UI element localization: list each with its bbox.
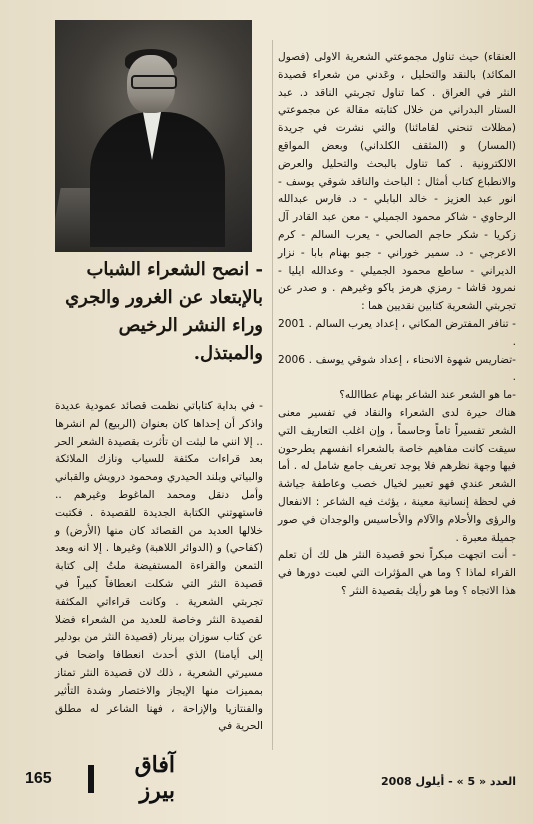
question-1: -ما هو الشعر عند الشاعر بهنام عطاالله؟ [339,389,516,402]
right-paragraph-3: -تضاريس شهوة الانحناء ، إعداد شوقي يوسف . 2006 . [278,353,516,384]
pull-quote: - انصح الشعراء الشباب بالإبتعاد عن الغرور والجري وراء النشر الرخيص والمبتذل. [65,259,263,364]
left-text-column [55,398,263,736]
photo-person-body [90,112,225,247]
right-paragraph-1: العنقاء) حيث تناول مجموعتي الشعرية الاولى (فصول المكائد) بالنقد والتحليل ، وعَدني من شعراء قصيدة النثر في العراق . كما تناول تجربتي الناقد د. عبد الستار البدراني من خلال كتابته مقالة عن مجموعتي (مظلات تنحني لقامائنا) والتي نشرت في جريدة (المسار) و (المثقف الكلداني) وبعض المواقع الالكترونية . كما تناول بالبحث والتحليل والعرض والانطباع كتاب أمثال : الباحث والناقد شوقي يوسف - انور عبد العزيز - خالد البابلي - د. فارس عبدالله الرحاوي - شاكر محمود الجميلي - معن عبد القادر آل زكريا - شكر حاجم الصالحي - يعرب السالم - كرم الاعرجي - د. سمير خوراني - جبو بهنام بابا - نزار الديراني - ساطع محمود الجميلي - وعدالله ايليا - نمرود قاشا - رمزي هرمز ياكو وغيرهم . و صدر عن تجربتي الشعرية كتابين نقديين هما : [278,51,516,313]
photo-person-glasses [131,75,177,89]
right-paragraph-2: - تنافر المفترض المكاني ، إعداد يعرب السالم . 2001 . [278,317,516,348]
right-text-column [278,49,516,601]
answer-1: هناك حيرة لدى الشعراء والنقاد في تفسير معنى الشعر تفسيراً تاماً وحاسماً ، وإن اغلب التعاريف التي سيقت كانت مفاهيم خاصة بالشعراء انفسهم يطرحون فيها وجهة نظرهم فلا يوجد تعريف جامع شامل له . أما الشعر عندي فهو تعبير لخيال خصب وعاطفة جياشة في لحظة إنسانية معينة ، يؤثث فيه الشاعر : الانفعال والرؤى والأحلام والآلام والأحاسيس والوجدان في صور جميلة معبرة . [278,406,516,544]
column-divider [272,40,273,750]
answer-2: - في بداية كتاباتي نظمت قصائد عمودية عديدة واذكر أن إحداها كان بعنوان (الربيع) لم انشرها .. إلا انني ما لبثت ان تأثرت بقصيدة الشعر الحر بعد قراءات مكثفة للسياب ونازك الملائكة والبياتي وبلند الحيدري ومحمود درويش والقباني وأمل دنقل ومحمد الماغوط وغيرهم .. فاستهوتني الكتابة الجديدة للقصيدة . فكتبت خلالها العديد من القصائد كان منها (الأرض) و (كفاحي) و (الدوائر اللاهبة) وغيرها . إلا انه وبعد التمعن والقراءة المستفيضة ملتُ إلى كتابة قصيدة النثر التي شكلت انعطافاً كبيراً في تجربتي الشعرية . وكانت قراءاتي المكثفة لقصيدة النثر وخاصة للعديد من الشعراء فضلا عن كتاب سوزان بيرنار (قصيدة النثر من بودلير إلى أيامنا) الذي أحدث انعطافا واضحا في مسيرتي الشعرية ، ذلك لان قصيدة النثر تمتاز بمميزات منها الإيجاز والاختصار وشدة التأثير والفنتازيا والإزاحة ، فهنا الشاعر له مطلق الحرية في [55,400,263,733]
footer-rule [88,765,94,793]
magazine-logo: آفاق بيرز [134,751,175,804]
issue-line: العدد « 5 » - أيلول 2008 [381,775,516,788]
author-photo [55,20,252,252]
page-number: 165 [25,770,52,787]
question-2: - أنت اتجهت مبكراً نحو قصيدة النثر هل لك أن تعلم القراء لماذا ؟ وما هي المؤثرات التي لعبت دورها في هذا الاتجاه ؟ وما هو رأيك بقصيدة النثر ؟ [278,549,516,597]
